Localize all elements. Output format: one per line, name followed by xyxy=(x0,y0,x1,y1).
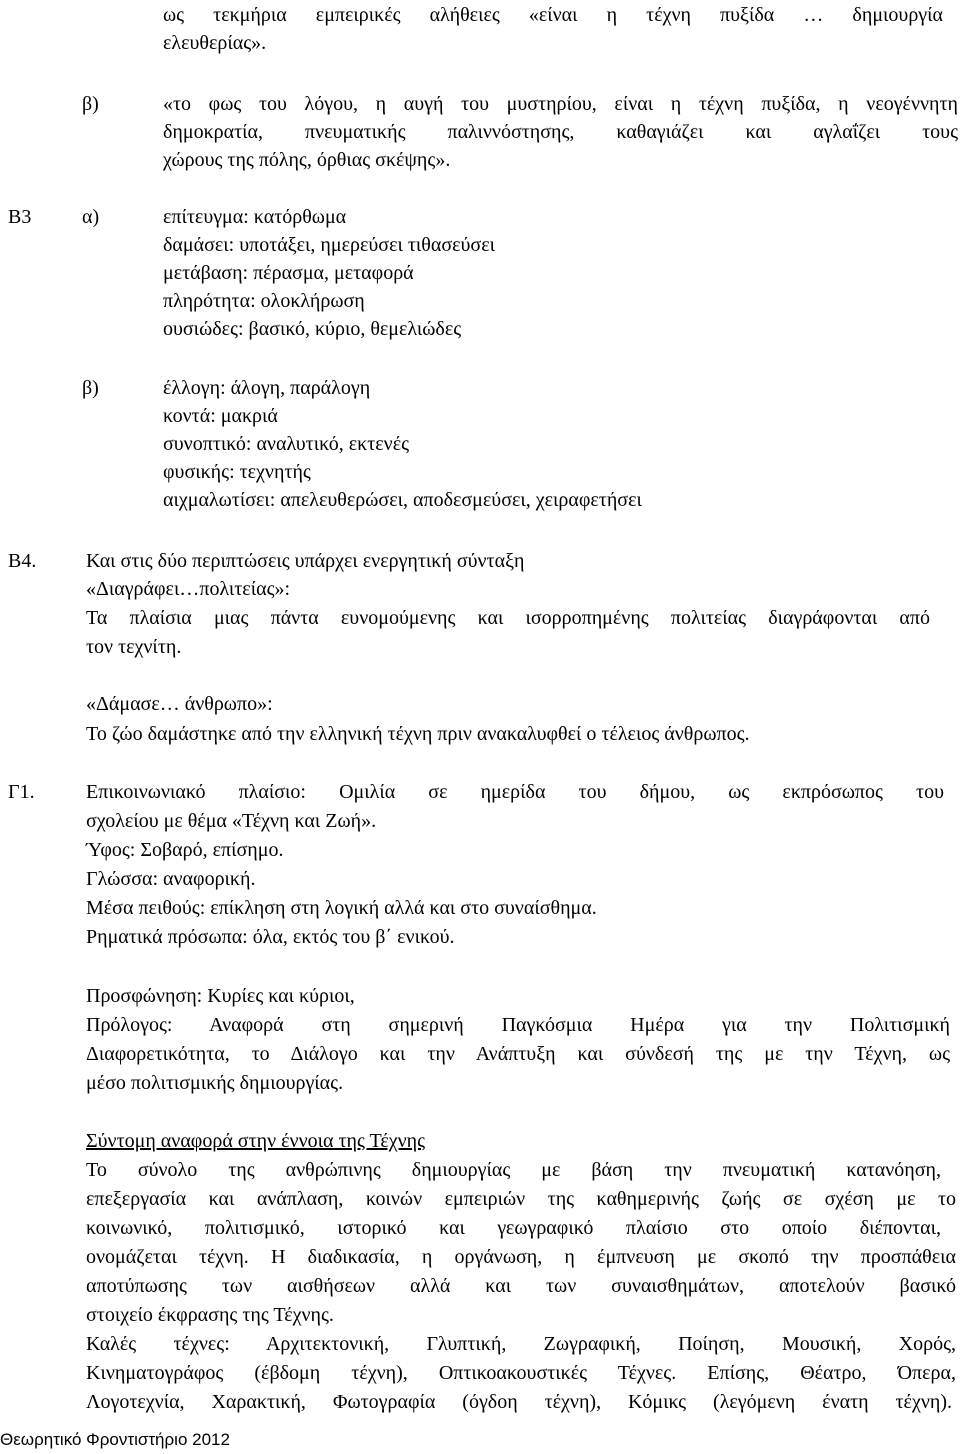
top-a-line-1: ως τεκμήρια εμπειρικές αλήθειες «είναι η τέχνη πυξίδα … δημιουργία xyxy=(163,4,943,26)
b3-label: Β3 xyxy=(8,206,32,228)
b3-a-label: α) xyxy=(82,206,100,228)
b4-quote-1-line-2: τον τεχνίτη. xyxy=(86,636,182,658)
g1-art-line: κοινωνικό, πολιτισμικό, ιστορικό και γεωγραφικό πλαίσιο στο οποίο διέπονται, xyxy=(86,1217,941,1239)
b4-quote-1: «Διαγράφει…πολιτείας»: xyxy=(86,578,291,600)
b3-a-item: πληρότητα: ολοκλήρωση xyxy=(163,290,365,312)
top-b-line-3: χώρους της πόλης, όρθιας σκέψης». xyxy=(163,149,451,171)
g1-arts-line: Λογοτεχνία, Χαρακτική, Φωτογραφία (όγδοη τέχνη), Κόμικς (λεγόμενη ένατη τέχνη). xyxy=(86,1391,952,1413)
b3-a-item: δαμάσει: υποτάξει, ημερεύσει τιθασεύσει xyxy=(163,234,495,256)
b3-a-item: μετάβαση: πέρασμα, μεταφορά xyxy=(163,262,414,284)
g1-style: Ύφος: Σοβαρό, επίσημο. xyxy=(86,839,284,861)
g1-context-line-2: σχολείου με θέμα «Τέχνη και Ζωή». xyxy=(86,810,377,832)
b4-quote-1-line-1: Τα πλαίσια μιας πάντα ευνομούμενης και ισορροπημένης πολιτείας διαγράφονται από xyxy=(86,607,930,629)
g1-language: Γλώσσα: αναφορική. xyxy=(86,868,256,890)
g1-prologue-line-1: Πρόλογος: Αναφορά στη σημερινή Παγκόσμια Ημέρα για την Πολιτισμική xyxy=(86,1014,950,1036)
b3-b-item: έλλογη: άλογη, παράλογη xyxy=(163,377,371,399)
top-a-line-2: ελευθερίας». xyxy=(163,32,267,54)
g1-art-line: Το σύνολο της ανθρώπινης δημιουργίας με βάση την πνευματική κατανόηση, xyxy=(86,1159,941,1181)
b4-quote-2: «Δάμασε… άνθρωπο»: xyxy=(86,693,273,715)
g1-prologue-line-3: μέσο πολιτισμικής δημιουργίας. xyxy=(86,1072,344,1094)
b3-b-label: β) xyxy=(82,377,99,399)
b4-label: Β4. xyxy=(8,550,37,572)
g1-arts-line: Κινηματογράφος (έβδομη τέχνη), Οπτικοακουστικές Τέχνες. Επίσης, Θέατρο, Όπερα, xyxy=(86,1362,956,1384)
g1-context-line-1: Επικοινωνιακό πλαίσιο: Ομιλία σε ημερίδα του δήμου, ως εκπρόσωπος του xyxy=(86,781,944,803)
b3-b-item: αιχμαλωτίσει: απελευθερώσει, αποδεσμεύσει, χειραφετήσει xyxy=(163,489,642,511)
g1-persons: Ρηματικά πρόσωπα: όλα, εκτός του β΄ ενικού. xyxy=(86,926,455,948)
g1-art-line: αποτύπωσης των αισθήσεων αλλά και των συναισθημάτων, αποτελούν βασικό xyxy=(86,1275,956,1297)
g1-address: Προσφώνηση: Κυρίες και κύριοι, xyxy=(86,985,355,1007)
g1-art-heading: Σύντομη αναφορά στην έννοια της Τέχνης xyxy=(86,1130,426,1152)
b3-a-item: επίτευγμα: κατόρθωμα xyxy=(163,206,347,228)
b3-b-item: φυσικής: τεχνητής xyxy=(163,461,311,483)
b3-a-item: ουσιώδες: βασικό, κύριο, θεμελιώδες xyxy=(163,318,462,340)
top-b-line-1: «το φως του λόγου, η αυγή του μυστηρίου, είναι η τέχνη πυξίδα, η νεογέννητη xyxy=(163,93,958,115)
b4-quote-2-line-1: Το ζώο δαμάστηκε από την ελληνική τέχνη πριν ανακαλυφθεί ο τέλειος άνθρωπος. xyxy=(86,723,750,745)
g1-art-line: ονομάζεται τέχνη. Η διαδικασία, η οργάνωση, η έμπνευση με σκοπό την προσπάθεια xyxy=(86,1246,956,1268)
g1-prologue-line-2: Διαφορετικότητα, το Διάλογο και την Ανάπτυξη και σύνδεσή της με την Τέχνη, ως xyxy=(86,1043,950,1065)
g1-art-line: στοιχείο έκφρασης της Τέχνης. xyxy=(86,1304,334,1326)
g1-persuasion: Μέσα πειθούς: επίκληση στη λογική αλλά και στο συναίσθημα. xyxy=(86,897,597,919)
g1-art-line: επεξεργασία και ανάπλαση, κοινών εμπειριών της καθημερινής ζωής σε σχέση με το xyxy=(86,1188,956,1210)
b3-b-item: κοντά: μακριά xyxy=(163,405,278,427)
g1-arts-line: Καλές τέχνες: Αρχιτεκτονική, Γλυπτική, Ζωγραφική, Ποίηση, Μουσική, Χορός, xyxy=(86,1333,956,1355)
b3-b-item: συνοπτικό: αναλυτικό, εκτενές xyxy=(163,433,410,455)
page-footer: Θεωρητικό Φροντιστήριο 2012 xyxy=(0,1430,230,1449)
g1-label: Γ1. xyxy=(8,781,35,803)
b4-intro: Και στις δύο περιπτώσεις υπάρχει ενεργητική σύνταξη xyxy=(86,550,525,572)
top-b-label: β) xyxy=(82,93,99,115)
top-b-line-2: δημοκρατία, πνευματικής παλιννόστησης, καθαγιάζει και αγλαΐζει τους xyxy=(163,121,958,143)
